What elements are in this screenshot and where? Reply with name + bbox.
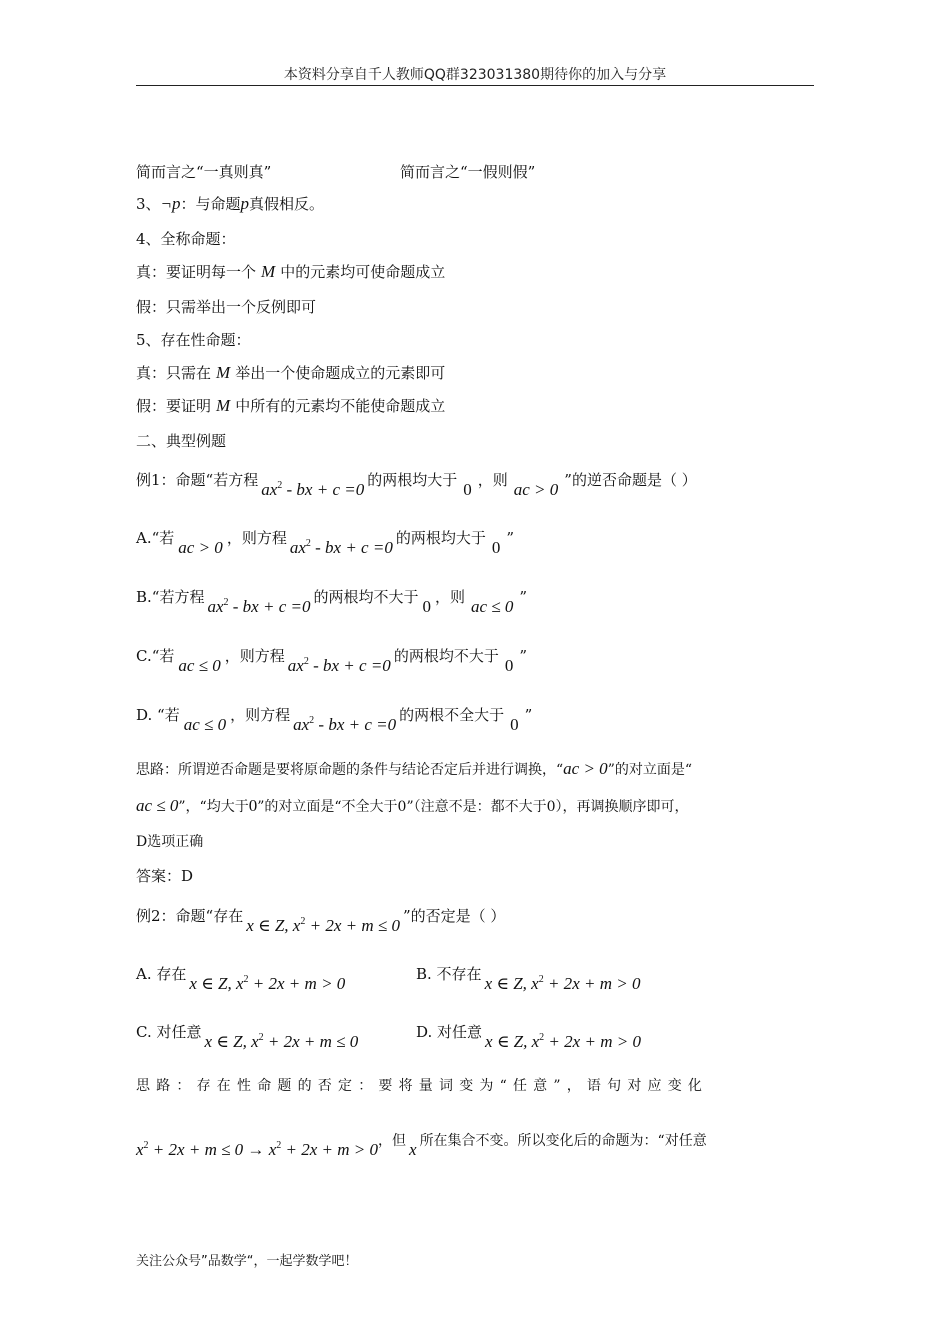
example2-option-b <box>416 960 643 993</box>
ex1-b-text-a: B.“若方程 <box>136 588 205 606</box>
ex2-analysis-x: x <box>409 1140 417 1159</box>
ex1-c-eq: $ax^2$ - bx + c =0 <box>287 656 391 675</box>
ex1-analysis-ac-pos: ac > 0 <box>563 759 608 778</box>
ex1-d-zero: 0 <box>510 715 519 734</box>
header-rule <box>136 85 814 86</box>
ex2-stem-a: 例2：命题“存在 <box>136 907 244 925</box>
existential-title: 5、存在性命题： <box>136 331 251 349</box>
ex1-d-text-b: ，则方程 <box>230 706 291 724</box>
example1-analysis-line1 <box>136 759 692 780</box>
ex1-analysis-zero: 0 <box>248 796 258 815</box>
ex2-b-text: B. 不存在 <box>416 965 482 983</box>
example1-option-c <box>136 642 527 675</box>
page-footer: 关注公众号”品数学“，一起学数学吧！ <box>136 1254 358 1269</box>
ex1-a-text-b: ，则方程 <box>226 529 287 547</box>
ex1-stem-zero: 0 <box>463 480 472 499</box>
negation-p: p <box>240 194 250 213</box>
negation-number: 3、 <box>136 195 161 213</box>
existential-true-tail: 举出一个使命题成立的元素即可 <box>235 364 446 382</box>
ex1-stem-ac: ac > 0 <box>513 480 559 499</box>
ex2-analysis-c: 所在集合不变。所以变化后的命题为：“对任意 <box>419 1133 707 1149</box>
ex1-stem-c: ，则 <box>477 471 508 489</box>
or-rule-text: 简而言之“一真则真” <box>136 163 272 181</box>
ex1-c-text-b: ，则方程 <box>224 647 285 665</box>
ex1-analysis-ac-nonpos: ac ≤ 0 <box>136 796 179 815</box>
negation-text: ：与命题 <box>180 195 241 213</box>
ex1-analysis-b: ”的对立面是“ <box>607 762 693 778</box>
universal-true-m: M <box>261 262 276 281</box>
ex1-stem-a: 例1：命题“若方程 <box>136 471 259 489</box>
example1-stem <box>136 466 697 499</box>
existential-false-line <box>136 396 445 416</box>
existential-true-m: M <box>216 363 231 382</box>
ex1-b-text-d: ” <box>519 588 528 606</box>
example1-option-d <box>136 701 533 734</box>
example2-stem <box>136 902 506 935</box>
ex1-analysis-d: ”的对立面是“不全大于0”（注意不是：都不大于0），再调换顺序即可， <box>257 799 689 815</box>
ex2-b-expr: x ∈ Z, $x^2 + 2x + m > 0$ <box>484 974 641 993</box>
page-header: 本资料分享自千人教师QQ群323031380期待你的加入与分享 <box>283 67 667 83</box>
ex2-transform: $x^2 + 2x + m \le 0 \to x^2 + 2x + m > 0$ <box>136 1140 379 1159</box>
ex2-a-expr: x ∈ Z, $x^2 + 2x + m > 0$ <box>189 974 346 993</box>
ex1-a-zero: 0 <box>491 538 501 557</box>
ex1-analysis-c: ”，“均大于 <box>178 799 249 815</box>
examples-heading: 二、典型例题 <box>136 432 227 450</box>
ex1-a-eq: $ax^2$ - bx + c =0 <box>289 538 393 557</box>
ex2-d-expr: x ∈ Z, $x^2 + 2x + m > 0$ <box>485 1032 641 1051</box>
and-rule-text: 简而言之“一假则假” <box>400 163 536 181</box>
universal-true-tail: 中的元素均可使命题成立 <box>280 263 446 281</box>
ex2-analysis-b: ，但 <box>378 1133 407 1149</box>
ex1-d-ac: ac ≤ 0 <box>183 715 227 734</box>
ex2-stem-b: ”的否定是（ ） <box>403 907 506 925</box>
ex2-a-text: A. 存在 <box>136 965 187 983</box>
ex1-c-ac: ac ≤ 0 <box>178 656 221 675</box>
universal-true-line <box>136 262 445 282</box>
ex1-stem-eq: $ax^2$ - bx + c =0 <box>261 480 365 499</box>
example2-option-a <box>136 960 348 993</box>
ex1-d-text-a: D. “若 <box>136 706 180 724</box>
ex2-d-text: D. 对任意 <box>416 1023 483 1041</box>
existential-false-text: 假：要证明 <box>136 397 212 415</box>
example2-analysis-line2 <box>136 1126 707 1159</box>
ex1-a-text-c: 的两根均大于 <box>395 529 486 547</box>
ex1-d-text-c: 的两根不全大于 <box>399 706 505 724</box>
summary-line <box>136 162 536 182</box>
ex2-stem-expr: x ∈ Z, $x^2 + 2x + m \le 0$ <box>246 916 400 935</box>
ex1-d-text-d: ” <box>524 706 533 724</box>
ex1-a-ac: ac > 0 <box>178 538 223 557</box>
example2-analysis-line1: 思路：存在性命题的否定：要将量词变为“任意”，语句对应变化 <box>136 1078 709 1094</box>
ex1-stem-b: 的两根均大于 <box>367 471 458 489</box>
ex1-analysis-a: 思路：所谓逆否命题是要将原命题的条件与结论否定后并进行调换，“ <box>136 762 564 778</box>
ex1-a-text-a: A.“若 <box>136 529 175 547</box>
example1-option-b <box>136 583 528 616</box>
existential-true-text: 真：只需在 <box>136 364 212 382</box>
ex1-a-text-d: ” <box>506 529 515 547</box>
existential-false-tail: 中所有的元素均不能使命题成立 <box>235 397 446 415</box>
ex2-c-text: C. 对任意 <box>136 1023 202 1041</box>
ex1-c-text-d: ” <box>519 647 527 665</box>
negation-symbol: ¬p <box>160 194 181 213</box>
ex1-b-ac: ac ≤ 0 <box>471 597 514 616</box>
ex1-c-zero: 0 <box>504 656 514 675</box>
existential-true-line <box>136 363 445 383</box>
ex1-b-text-b: 的两根均不大于 <box>313 588 419 606</box>
universal-true-text: 真：要证明每一个 <box>136 263 257 281</box>
ex1-d-eq: $ax^2$ - bx + c =0 <box>293 715 397 734</box>
ex1-c-text-a: C.“若 <box>136 647 175 665</box>
ex1-stem-d: ”的逆否命题是（ ） <box>564 471 697 489</box>
universal-false-line: 假：只需举出一个反例即可 <box>136 298 317 316</box>
example1-option-a <box>136 524 515 557</box>
example2-option-d <box>416 1018 644 1051</box>
ex1-c-text-c: 的两根均不大于 <box>393 647 499 665</box>
negation-tail: 真假相反。 <box>249 195 325 213</box>
negation-line <box>136 194 324 214</box>
ex1-b-zero: 0 <box>422 597 431 616</box>
example1-analysis-line3: D选项正确 <box>136 834 204 850</box>
existential-false-m: M <box>216 396 231 415</box>
example1-analysis-line2 <box>136 796 689 817</box>
example2-option-c <box>136 1018 361 1051</box>
universal-title: 4、全称命题： <box>136 230 236 248</box>
ex1-b-text-c: ，则 <box>435 588 466 606</box>
ex2-c-expr: x ∈ Z, $x^2 + 2x + m \le 0$ <box>204 1032 359 1051</box>
example1-answer: 答案：D <box>136 867 194 885</box>
ex1-b-eq: $ax^2$ - bx + c =0 <box>207 597 311 616</box>
